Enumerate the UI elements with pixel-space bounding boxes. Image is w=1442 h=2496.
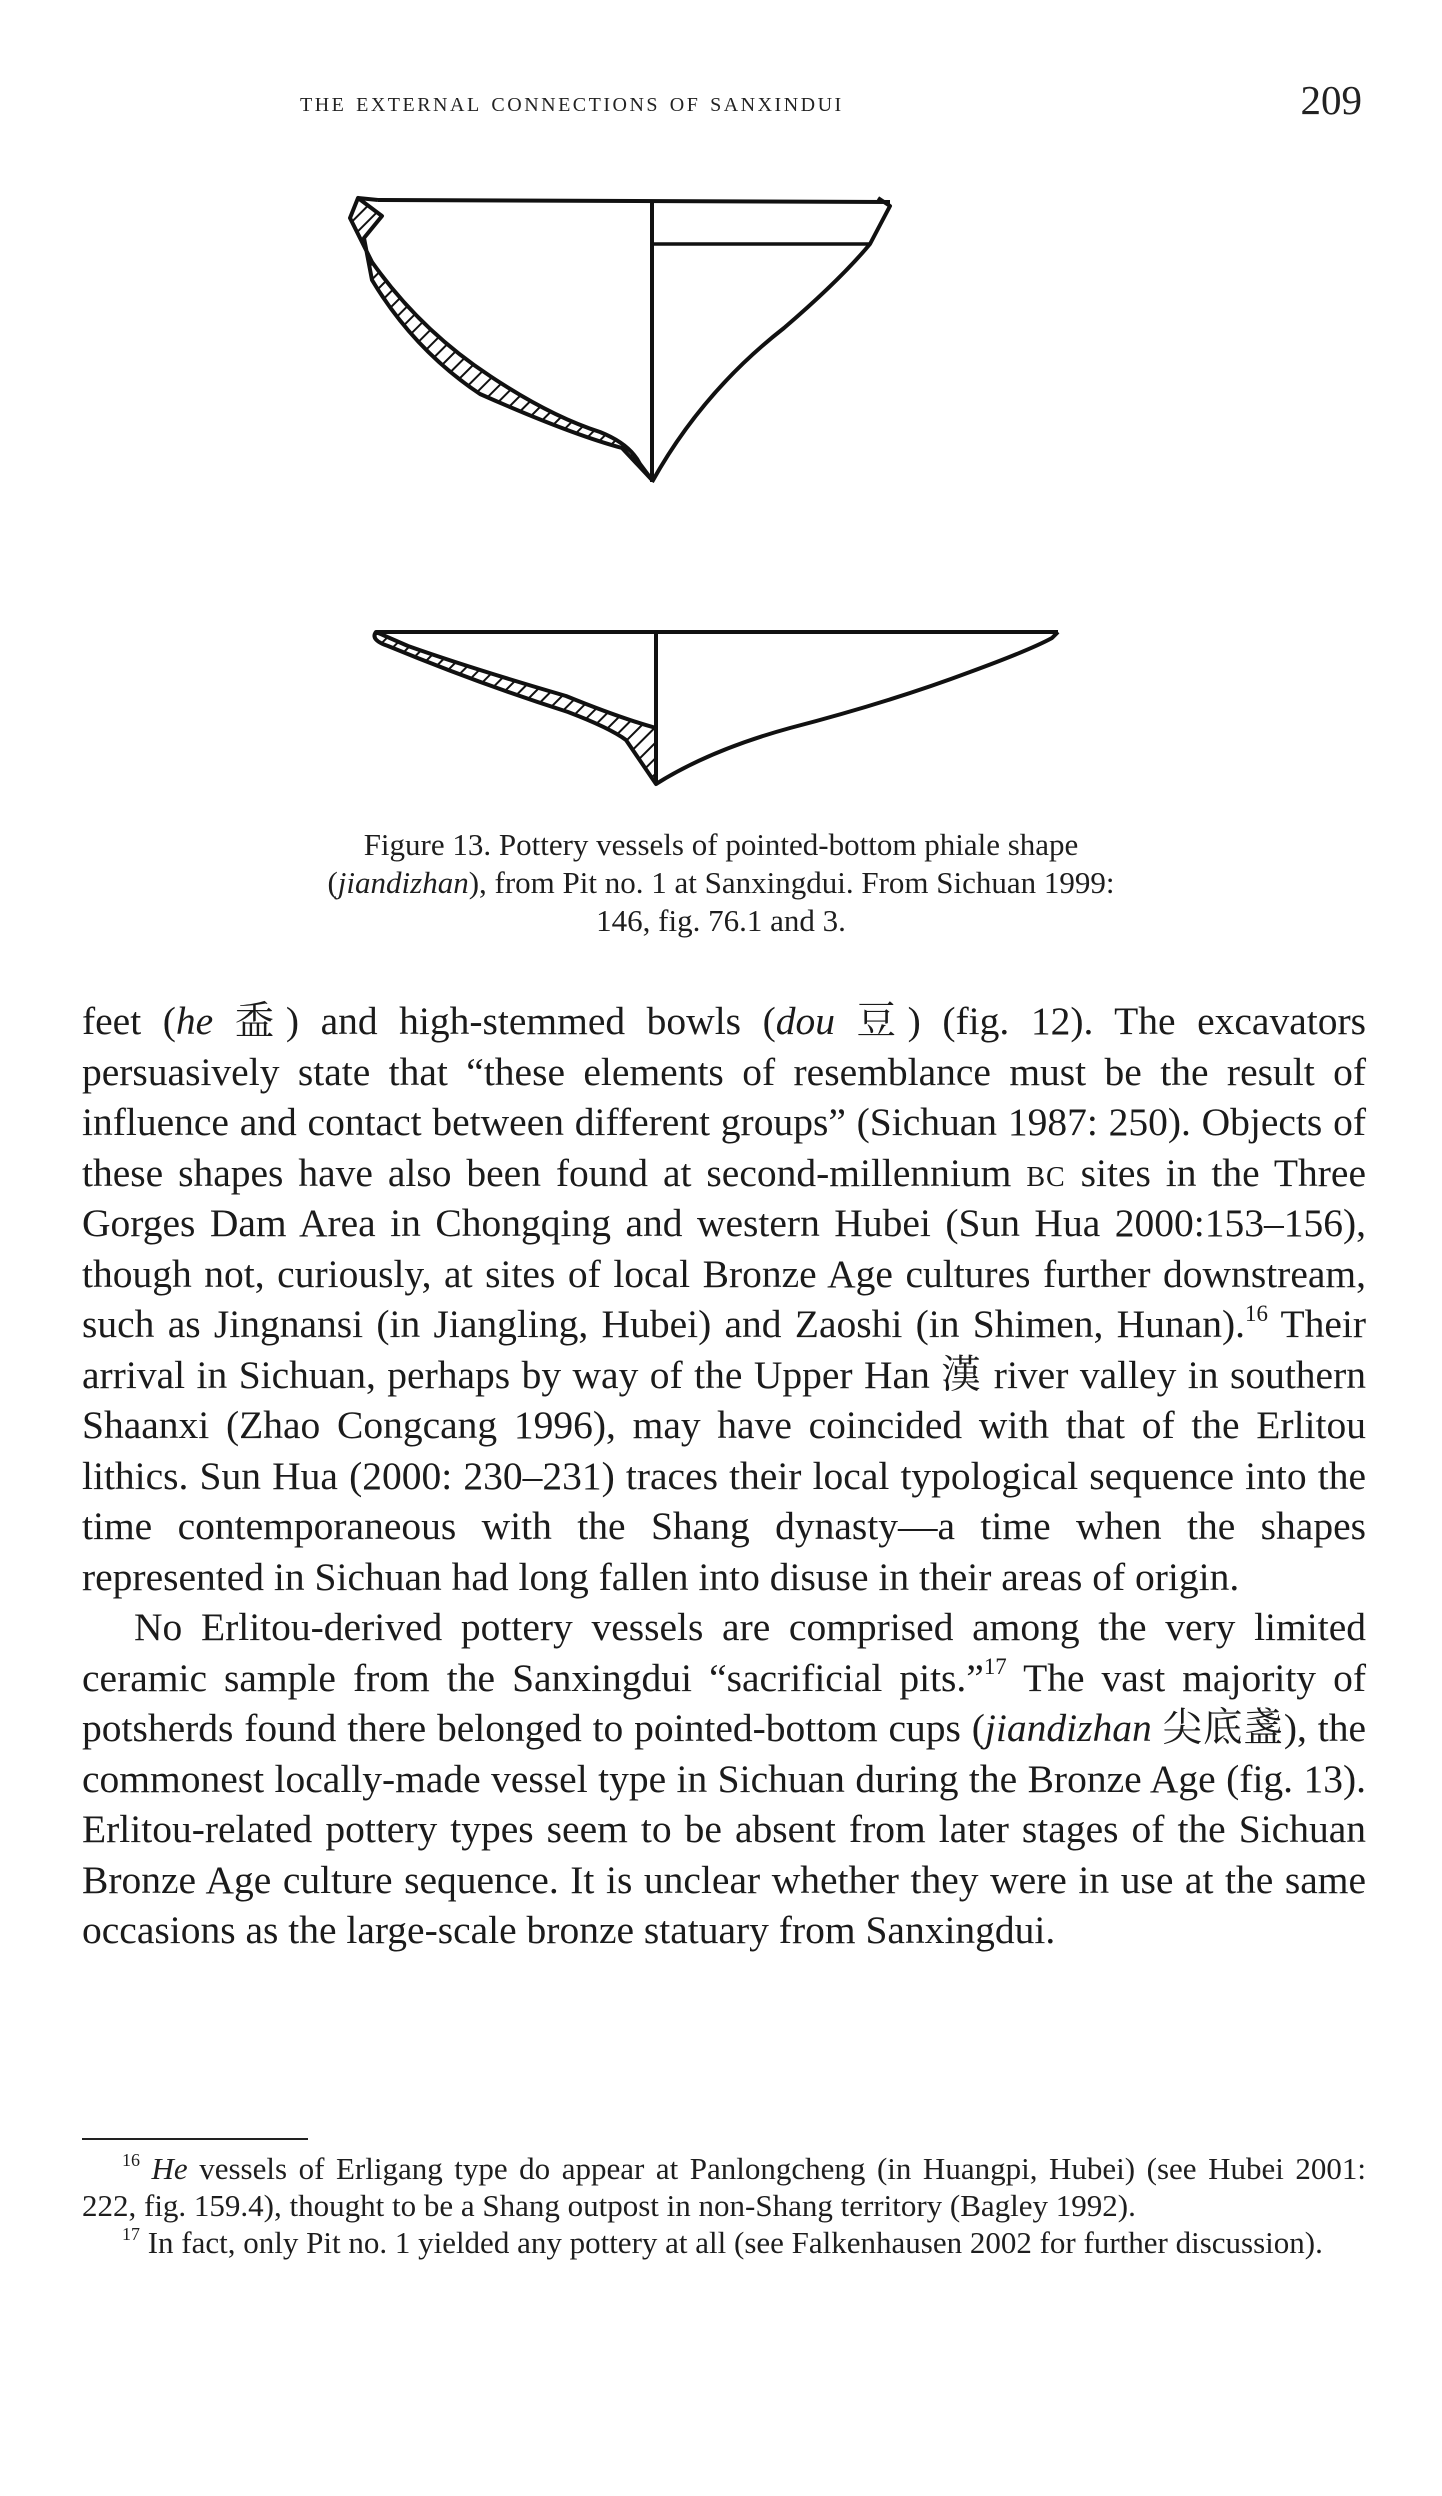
figure-caption — [300, 826, 1142, 940]
caption-text-2: ), from Pit no. 1 at Sanxingdui. From Sichuan 1999: 146, fig. 76.1 and 3. — [468, 865, 1115, 938]
footnote-divider — [82, 2138, 308, 2140]
lower-vessel-wall-section — [375, 632, 657, 784]
text-run: 尖底盞), the commonest locally-made vessel type in Sichuan during the Bronze Age (fig. 13). Erlitou-related pottery types seem to be absent from later stages of the Sichuan Bronze Age culture sequence. It is unclear whether they were in use at the same occasions as the large-scale bronze statuary from Sanxingdui. — [82, 1706, 1366, 1952]
italic-term: jiandizhan — [984, 1706, 1152, 1750]
footnote-16 — [82, 2150, 1366, 2224]
pottery-vessels-illustration — [330, 180, 1120, 820]
footnote-text: vessels of Erligang type do appear at Panlongcheng (in Huangpi, Hubei) (see Hubei 2001: 222, fig. 159.4), thought to be a Shang outpost in non-Shang territory (Bagley 1992). — [82, 2151, 1366, 2223]
italic-term: He — [151, 2151, 188, 2186]
figure-13-drawing — [330, 180, 1120, 820]
italic-term: dou — [775, 999, 835, 1043]
footnote-text: In fact, only Pit no. 1 yielded any pottery at all (see Falkenhausen 2002 for further discussion). — [139, 2225, 1323, 2260]
italic-term: he — [175, 999, 214, 1043]
text-run: feet ( — [82, 999, 176, 1043]
text-run: The vast majority of potsherds found there belonged to pointed-bottom cups ( — [82, 1655, 1366, 1750]
caption-italic-term: jiandizhan — [337, 865, 469, 900]
text-run: Their arrival in Sichuan, perhaps by way of the Upper Han 漢 river valley in southern Shaanxi (Zhao Congcang 1996), may have coincided with that of the Erlitou lithics. Sun Hua (2000: 230–231) traces their local typological sequence into the time contemporaneous with the Shang dynasty—a time when the shapes represented in Sichuan had long fallen into disuse in their areas of origin. — [82, 1302, 1367, 1599]
main-text — [82, 996, 1366, 1956]
footnote-number: 17 — [122, 2223, 140, 2244]
upper-vessel-wall-section — [350, 198, 652, 480]
footnote-ref-17[interactable]: 17 — [983, 1654, 1007, 1680]
upper-vessel-rim — [378, 200, 890, 202]
footnote-number: 16 — [122, 2149, 140, 2170]
small-caps-era: bc — [1026, 1150, 1066, 1195]
footnote-ref-16[interactable]: 16 — [1244, 1300, 1268, 1326]
footnotes — [82, 2150, 1366, 2261]
page-number: 209 — [1300, 77, 1362, 123]
text-run: 豆) (fig. 12). The excavators persuasively state that “these elements of resemblance must be the result of influence and contact between different groups” (Sichuan 1987: 250). Objects of these shapes have also been found at second-millennium — [82, 999, 1366, 1195]
caption-text-1: Figure 13. Pottery vessels of pointed-bottom phiale shape ( — [327, 827, 1079, 900]
footnote-17 — [82, 2224, 1366, 2261]
paragraph-1 — [82, 996, 1366, 1602]
text-run: No Erlitou-derived pottery vessels are comprised among the very limited ceramic sample from the Sanxingdui “sacrificial pits.” — [82, 1605, 1366, 1700]
lower-vessel-outline-right — [656, 632, 1058, 784]
upper-vessel-rim-left — [358, 198, 378, 200]
text-run: 盉) and high-stemmed bowls ( — [213, 999, 776, 1043]
upper-vessel-outline-right — [652, 198, 890, 482]
text-run: sites in the Three Gorges Dam Area in Chongqing and western Hubei (Sun Hua 2000:153–156), though not, curiously, at sites of local Bronze Age cultures further downstream, such as Jingnansi (in Jiangling, Hubei) and Zaoshi (in Shimen, Hunan). — [82, 1150, 1366, 1346]
paragraph-2 — [82, 1602, 1366, 1956]
running-title: the external connections of sanxindui — [300, 86, 844, 118]
